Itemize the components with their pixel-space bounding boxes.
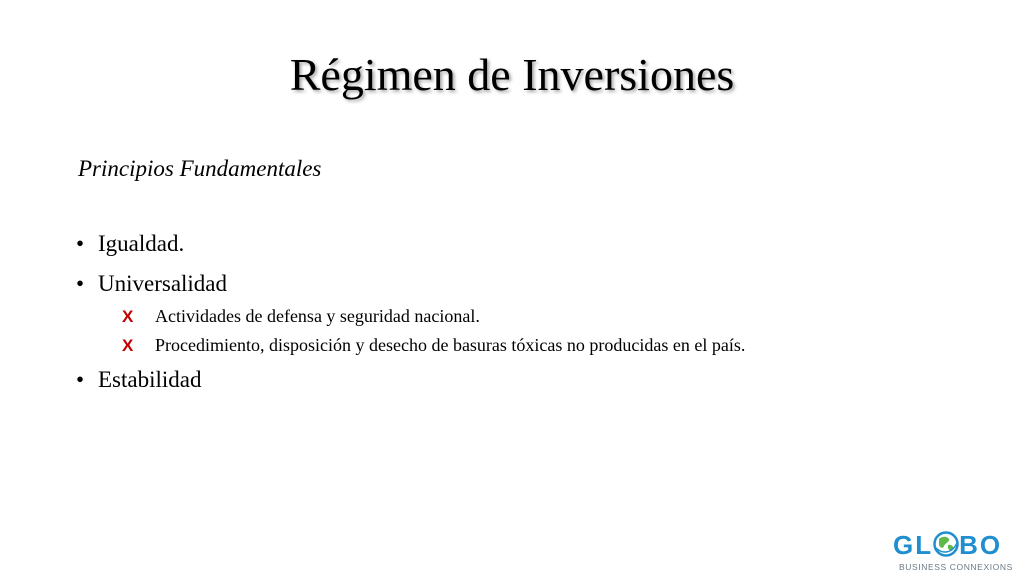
sub-bullet-item <box>122 333 745 358</box>
sub-bullet-item <box>122 304 480 329</box>
bullet-text: Universalidad <box>98 271 228 296</box>
bullet-marker: • <box>76 231 85 256</box>
x-marker-icon: X <box>122 336 134 355</box>
logo-word-right: BO <box>959 530 1003 560</box>
bullet-marker: • <box>76 367 85 392</box>
bullet-text: Estabilidad <box>98 367 202 392</box>
bullet-item <box>76 269 227 299</box>
bullet-text: Igualdad. <box>98 231 185 256</box>
bullet-item <box>76 229 184 259</box>
globo-logo <box>893 530 1021 574</box>
sub-bullet-text: Actividades de defensa y seguridad nacional. <box>155 306 480 326</box>
logo-word-left: GL <box>893 530 934 560</box>
bullet-marker: • <box>76 271 85 296</box>
slide-title: Régimen de Inversiones <box>289 49 735 100</box>
slide-subtitle: Principios Fundamentales <box>78 156 322 181</box>
globe-icon <box>933 531 959 557</box>
sub-bullet-text: Procedimiento, disposición y desecho de basuras tóxicas no producidas en el país. <box>155 335 746 355</box>
logo-tagline: BUSINESS CONNEXIONS <box>899 562 1013 572</box>
logo-wordmark <box>893 530 1002 560</box>
x-marker-icon: X <box>122 307 134 326</box>
bullet-item <box>76 365 201 395</box>
